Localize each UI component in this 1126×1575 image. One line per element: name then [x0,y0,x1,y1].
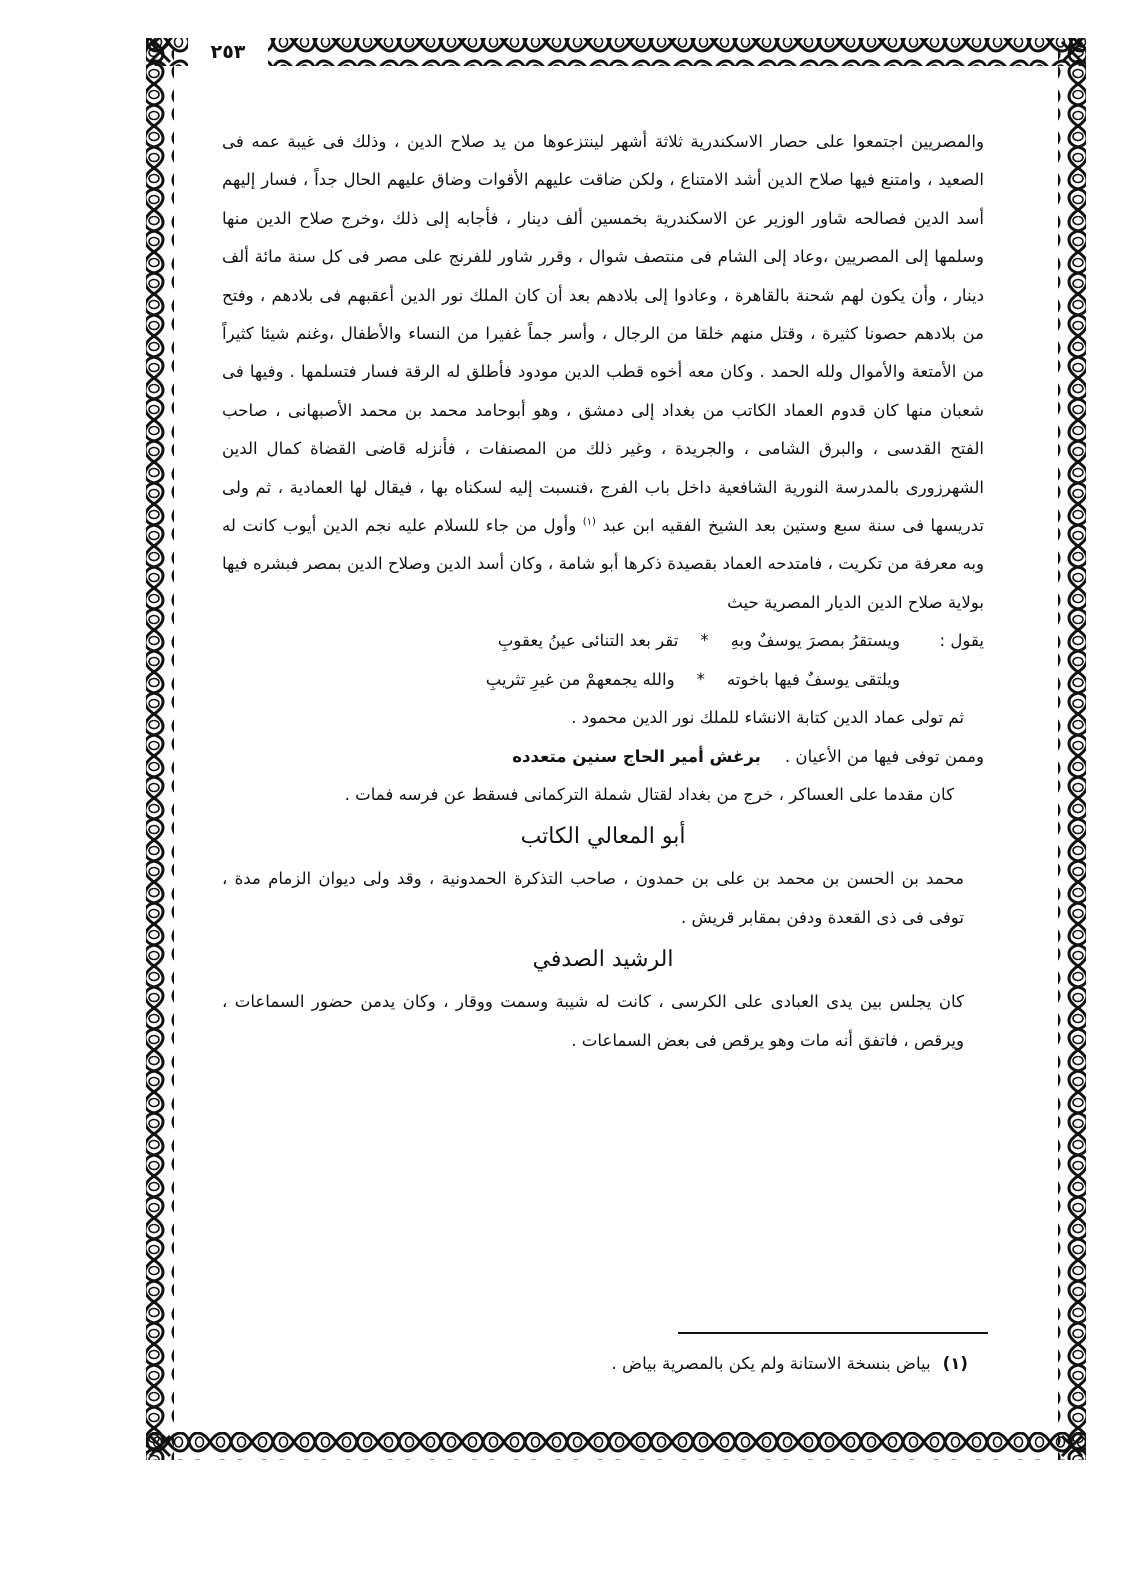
footnote-text: بياض بنسخة الاستانة ولم يكن بالمصرية بياض . [611,1354,931,1373]
page-number: ٢٥٣ [188,34,268,70]
verse-hemistich: تقر بعد التنائى عينُ يعقوبِ [497,631,679,651]
verse-hemistich: والله يجمعهمْ من غيرِ تثريبِ [485,669,675,689]
body-paragraph: ثم تولى عماد الدين كتابة الانشاء للملك نور الدين محمود . [571,708,964,728]
verse-separator: * [700,631,709,651]
paragraph-text: والمصريين اجتمعوا على حصار الاسكندرية ثلاثة أشهر لينتزعوها من يد صلاح الدين ، وذلك فى غيبة عمه فى الصعيد ، وامتنع فيها صلاح الدين أشد الامتناع ، ولكن ضاقت عليهم الأقوات وضاق عليهم الحال جداً ، فسار إليهم أسد الدين فصالحه شاور الوزير عن الاسكندرية بخمسين ألف دينار ، فأجابه إلى ذلك ،وخرج صلاح الدين منها وسلمها إلى المصريين ،وعاد إلى الشام فى منتصف شوال ، وقرر شاور للفرنج على مصر فى كل سنة مائة ألف دينار ، وأن يكون لهم شحنة بالقاهرة ، وعادوا إلى بلادهم بعد أن كان الملك نور الدين أعقبهم فى بلادهم ، وفتح من بلادهم حصونا كثيرة ، وقتل منهم خلقا من الرجال ، وأسر جماً غفيرا من النساء والأطفال ،وغنم شيئا كثيراً من الأمتعة والأموال ولله الحمد . وكان معه أخوه قطب الدين مودود فأطلق له الرقة فسار فتسلمها . وفيها فى شعبان منها كان قدوم العماد الكاتب من بغداد إلى دمشق ، وهو أبوحامد محمد بن محمد الأصبهانى ، صاحب الفتح القدسى ، والبرق الشامى ، والجريدة ، وغير ذلك من المصنفات ، فأنزله قاضى القضاة كمال الدين الشهرزورى بالمدرسة النورية الشافعية داخل باب الفرج ،فنسبت إليه لسكناه بها ، فيقال لها العمادية ، ثم ولى تدريسها فى سنة سبع وستين بعد الشيخ الفقيه ابن عبد [222,132,985,536]
verse-intro: يقول : [939,631,984,651]
verse-hemistich: ويستقرُ بمصرَ يوسفٌ وبهِ [730,631,900,651]
footnote-reference: (١) [582,516,596,528]
section-text: محمد بن الحسن بن محمد بن على بن حمدون ، صاحب التذكرة الحمدونية ، وقد ولى ديوان الزمام مدة ، توفى فى ذى القعدة ودفن بمقابر قريش . [222,869,964,927]
body-paragraph: كان مقدما على العساكر ، خرج من بغداد لقتال شملة التركمانى فسقط عن فرسه فمات . [344,784,954,804]
footnote [222,1346,984,1382]
section-heading: أبو المعالي الكاتب [520,824,686,850]
body-paragraph [222,123,984,622]
footnote-mark: (١) [942,1354,968,1373]
footnote-divider [678,1332,988,1334]
verse-separator: * [696,669,705,689]
verse-line-2 [222,661,984,699]
section-text: كان يجلس بين يدى العبادى على الكرسى ، كانت له شيبة وسمت ووقار ، وكان يدمن حضور السماعات ، ويرقص ، فاتفق أنه مات وهو يرقص فى بعض السماعات . [222,992,964,1050]
obituary-intro [222,738,984,776]
paragraph-continuation: وأول من جاء للسلام عليه نجم الدين أيوب كانت له وبه معرفة من تكريت ، فامتدحه العماد بقصيدة ذكرها أبو شامة ، وكان أسد الدين وصلاح الدين بمصر فبشره فيها بولاية صلاح الدين الديار المصرية حيث [222,516,984,612]
obituary-name: برغش أمير الحاج سنين متعدده [512,746,761,766]
verse-line-1 [222,622,984,660]
main-text [222,123,984,1060]
verse-hemistich: ويلتقى يوسفٌ فيها باخوته [726,669,900,689]
section-heading: الرشيد الصدفي [532,947,674,973]
obituary-lead: وممن توفى فيها من الأعيان . [784,746,984,766]
